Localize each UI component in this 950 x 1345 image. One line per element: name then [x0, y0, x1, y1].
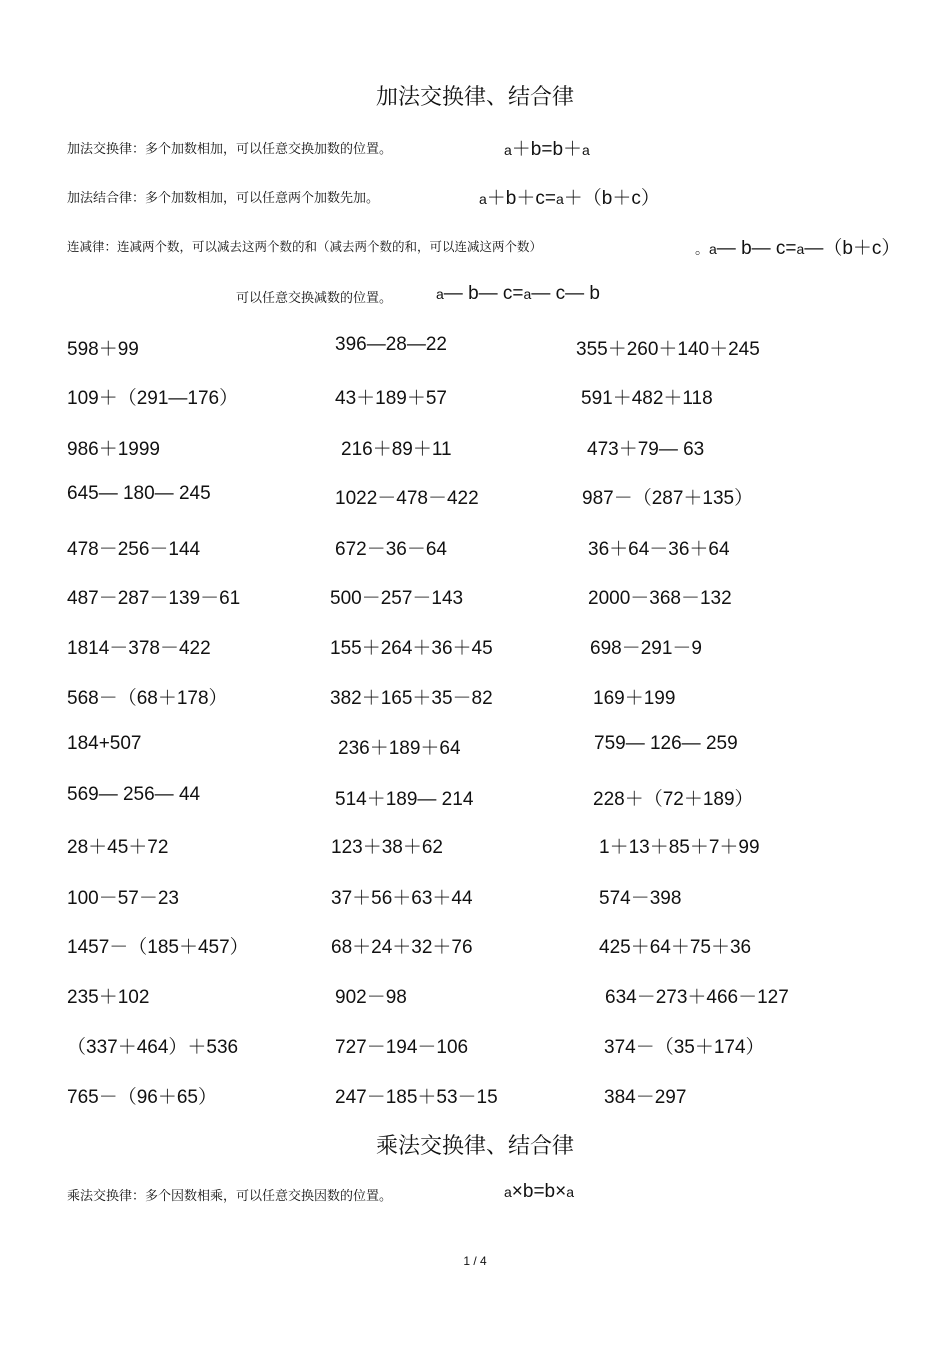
problem: 43＋189＋57 [335, 388, 447, 409]
rule-subtraction: 连减律：连减两个数，可以减去这两个数的和（减去两个数的和，可以连减这两个数） [67, 239, 543, 254]
problem: 184+507 [67, 733, 142, 754]
problem: 235＋102 [67, 987, 150, 1008]
problem: 514＋189— 214 [335, 789, 474, 810]
problem: 672－36－64 [335, 539, 447, 560]
problem: 374－（35＋174） [604, 1037, 765, 1058]
problem: 68＋24＋32＋76 [331, 937, 473, 958]
problem: 396—28—22 [335, 334, 447, 355]
problem: 473＋79— 63 [587, 439, 705, 460]
problem: 698－291－9 [590, 638, 702, 659]
formula-addition-associative [479, 183, 660, 210]
formula-addition-commutative [504, 134, 590, 161]
problem: 902－98 [335, 987, 407, 1008]
formula-part: a [436, 286, 444, 302]
problem: 28＋45＋72 [67, 837, 169, 858]
problem: 500－257－143 [330, 588, 464, 609]
section-title-addition: 加法交换律、结合律 [375, 85, 574, 110]
problem: 1814－378－422 [67, 638, 211, 659]
formula-subtraction [695, 233, 900, 260]
rule-subtraction-swap: 可以任意交换减数的位置。 [236, 291, 393, 306]
problem: 169＋199 [593, 688, 676, 709]
problem: 236＋189＋64 [338, 738, 461, 759]
problem: 1022－478－422 [335, 488, 479, 509]
problem: 568－（68＋178） [67, 688, 228, 709]
formula-part: ＋（b＋c） [563, 188, 660, 209]
problem: 478－256－144 [67, 539, 201, 560]
formula-part: — c— b [531, 283, 600, 304]
problem: 727－194－106 [335, 1037, 469, 1058]
problem: 384－297 [604, 1087, 687, 1108]
problem: 598＋99 [67, 339, 139, 360]
problem: 2000－368－132 [588, 588, 732, 609]
problem: 100－57－23 [67, 888, 179, 909]
formula-part: a [504, 1184, 512, 1200]
problem: 36＋64－36＋64 [588, 539, 730, 560]
problem: 355＋260＋140＋245 [576, 339, 760, 360]
formula-part: ＋b＋c= [486, 188, 556, 209]
formula-part: — b— c= [716, 238, 797, 259]
section-title-multiplication: 乘法交换律、结合律 [375, 1134, 574, 1159]
formula-subtraction-swap [436, 283, 600, 305]
formula-part: 。 [695, 241, 709, 257]
problem: 634－273＋466－127 [605, 987, 789, 1008]
problem: 228＋（72＋189） [593, 789, 754, 810]
problem: 1457－（185＋457） [67, 937, 249, 958]
formula-part: a [479, 191, 487, 207]
formula-part: ×b=b× [511, 1181, 567, 1202]
problem: 109＋（291—176） [67, 388, 239, 409]
formula-multiplication-commutative [504, 1181, 574, 1203]
problem: 765－（96＋65） [67, 1087, 217, 1108]
problem: 247－185＋53－15 [335, 1087, 498, 1108]
problem: 987－（287＋135） [582, 488, 754, 509]
formula-part: ＋b=b＋ [511, 139, 583, 160]
formula-part: — b— c= [443, 283, 524, 304]
problem: 37＋56＋63＋44 [331, 888, 473, 909]
formula-part: a [709, 241, 717, 257]
problem: 1＋13＋85＋7＋99 [599, 837, 760, 858]
formula-part: a [796, 241, 805, 257]
problem: 986＋1999 [67, 439, 160, 460]
problem: 574－398 [599, 888, 682, 909]
problem: 155＋264＋36＋45 [330, 638, 493, 659]
rule-addition-commutative: 加法交换律：多个加数相加，可以任意交换加数的位置。 [67, 142, 393, 157]
problem: 382＋165＋35－82 [330, 688, 493, 709]
problem: 216＋89＋11 [341, 439, 452, 460]
formula-part: a [555, 191, 564, 207]
rule-multiplication-commutative: 乘法交换律：多个因数相乘，可以任意交换因数的位置。 [67, 1189, 393, 1204]
problem: 591＋482＋118 [581, 388, 713, 409]
page-number: 1 / 4 [463, 1254, 487, 1268]
problem: 123＋38＋62 [331, 837, 443, 858]
formula-part: —（b＋c） [804, 238, 901, 259]
formula-part: a [504, 142, 512, 158]
problem: 569— 256— 44 [67, 784, 201, 805]
formula-part: a [582, 142, 590, 158]
problem: 645— 180— 245 [67, 483, 211, 504]
problem: （337＋464）＋536 [67, 1037, 239, 1058]
formula-part: a [566, 1184, 575, 1200]
problem: 487－287－139－61 [67, 588, 241, 609]
formula-part: a [523, 286, 532, 302]
problem: 425＋64＋75＋36 [599, 937, 752, 958]
problem: 759— 126— 259 [594, 733, 738, 754]
rule-addition-associative: 加法结合律：多个加数相加，可以任意两个加数先加。 [67, 191, 380, 206]
